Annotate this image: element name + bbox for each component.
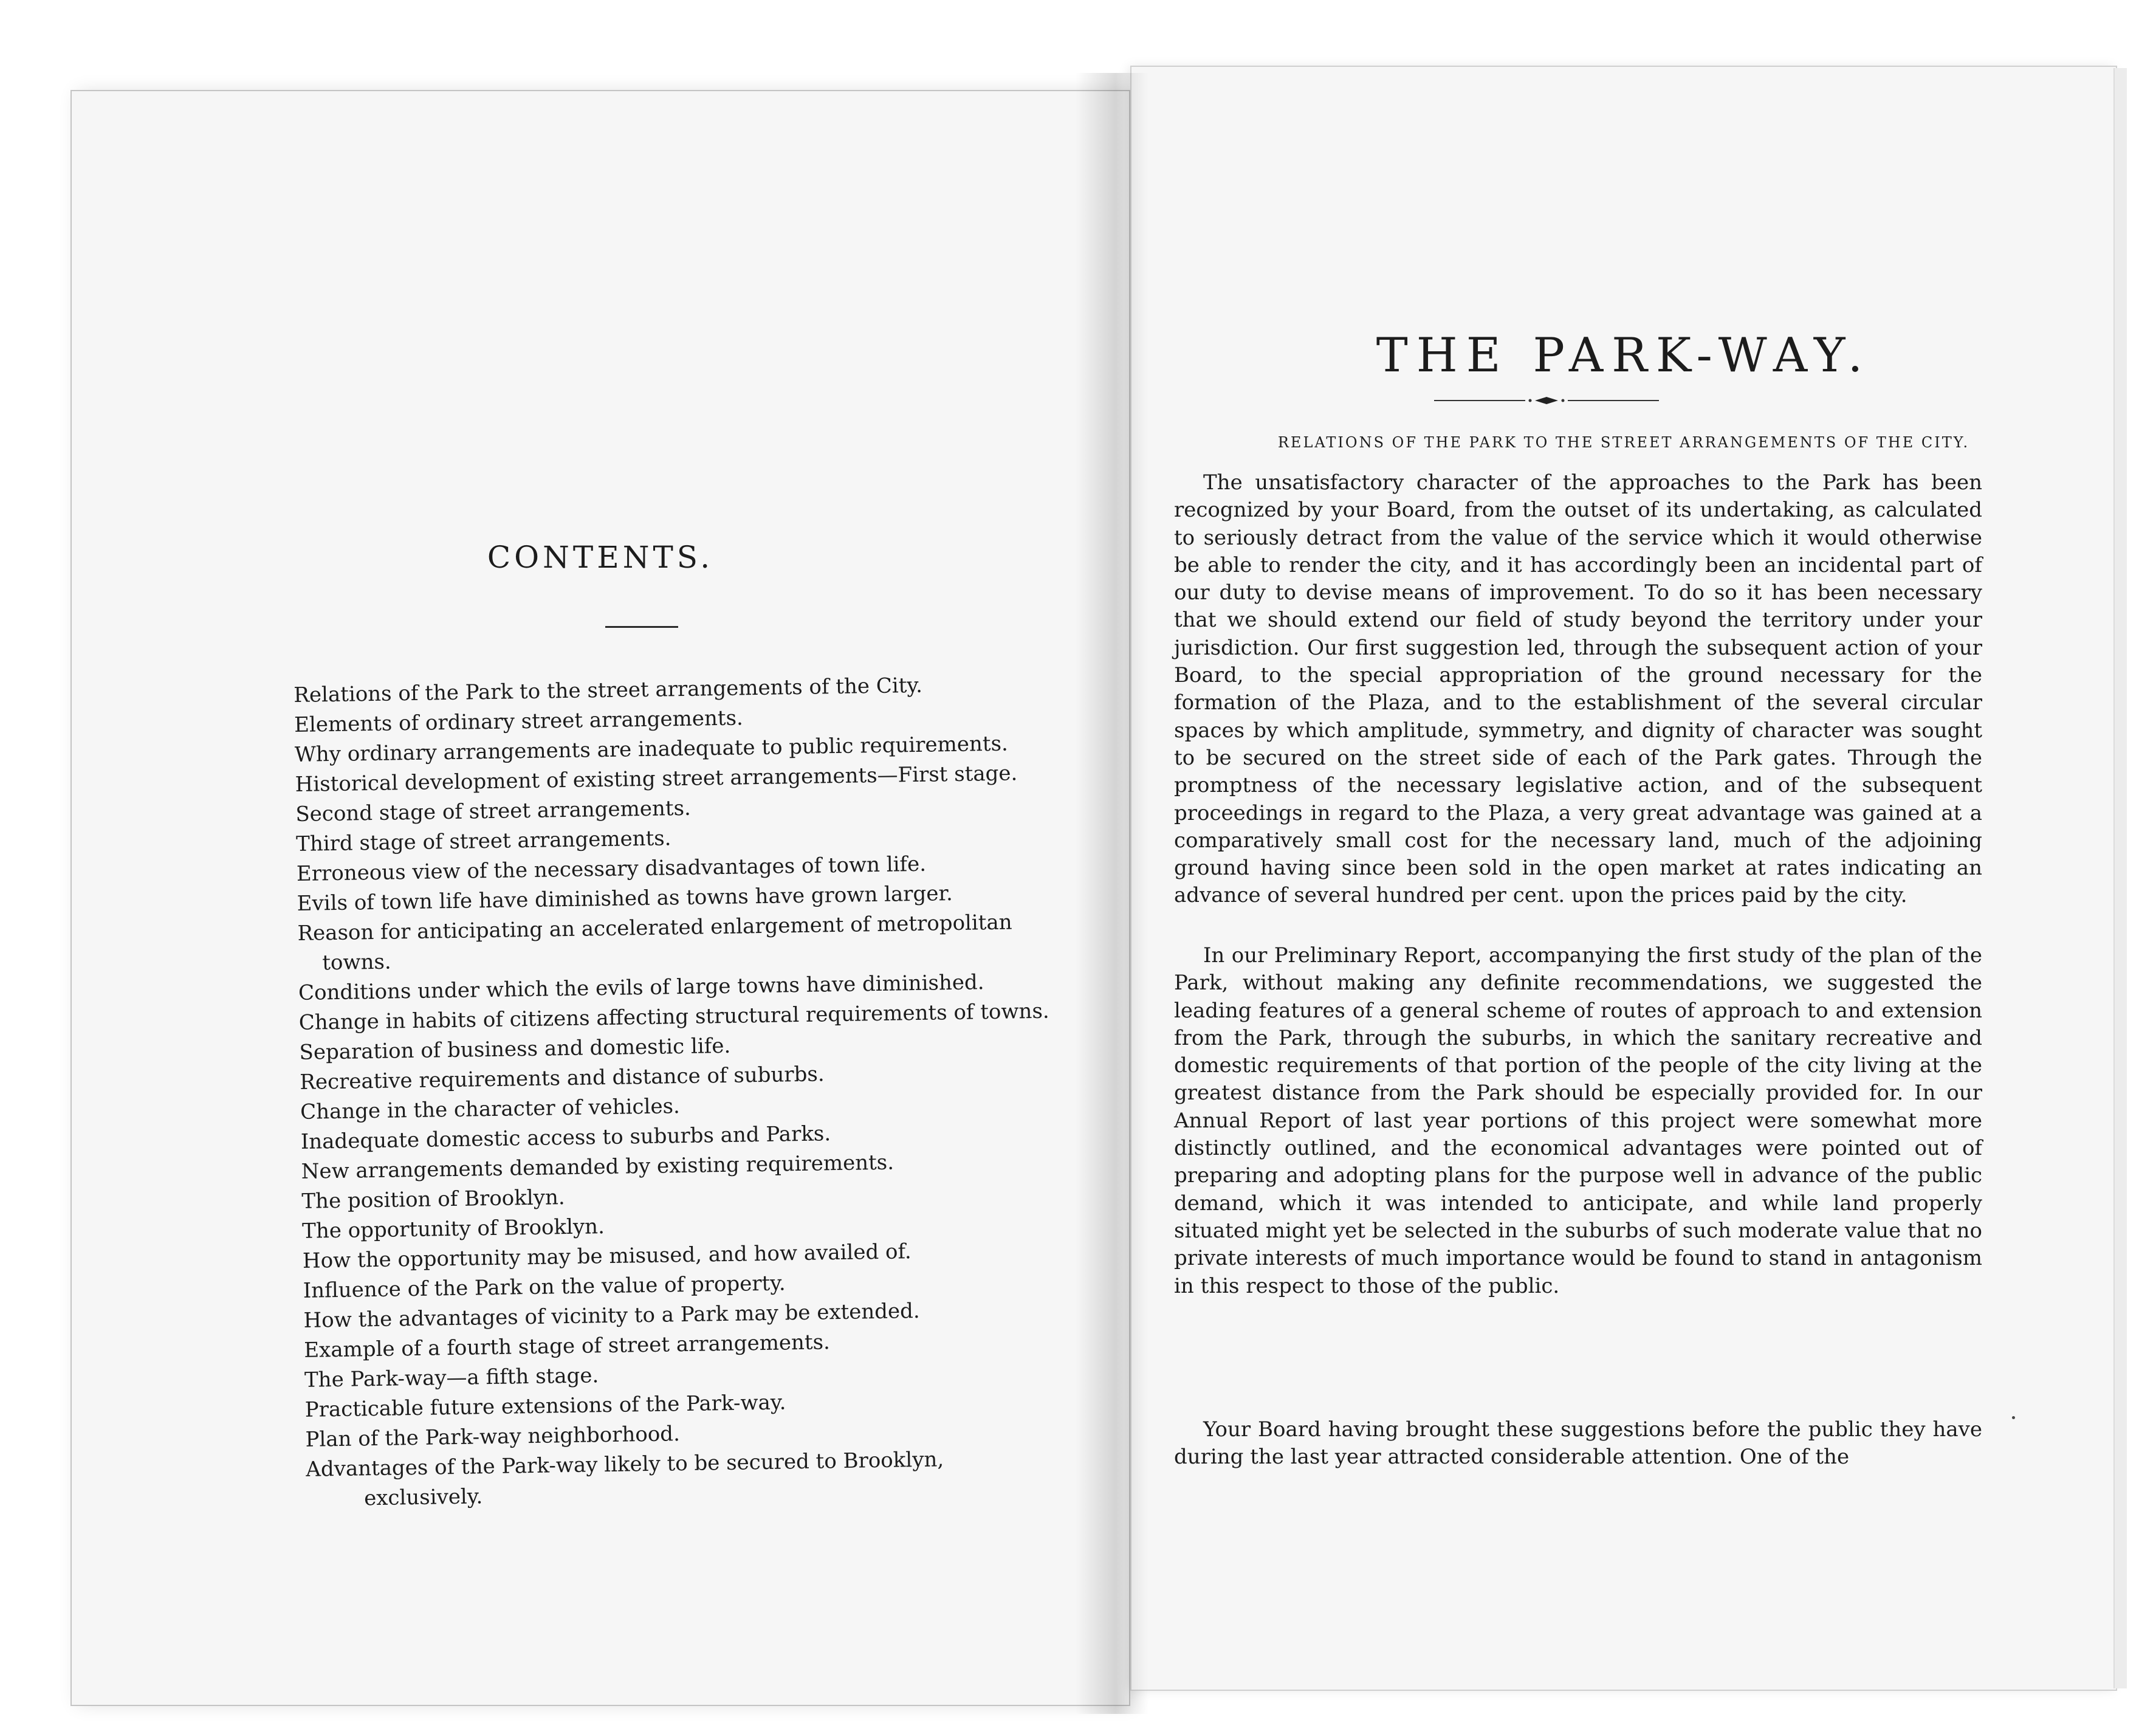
parkway-page [1131,67,2116,1690]
contents-item: Elements of ordinary street arrangements. [294,706,744,737]
paragraph-block [1174,469,1982,910]
contents-item: Erroneous view of the necessary disadvantages of town life. [296,852,927,886]
title-rule [605,626,678,628]
contents-item: The position of Brooklyn. [301,1185,565,1214]
paragraph-block [1174,1416,1982,1471]
page-stack-edge [2113,68,2127,1688]
section-heading: RELATIONS OF THE PARK TO THE STREET ARRANGEMENTS OF THE CITY. [1277,434,1970,451]
paragraph-block [1174,942,1982,1300]
contents-item: Relations of the Park to the street arrangements of the City. [294,673,923,707]
contents-item-continuation-text: exclusively. [363,1484,483,1511]
paragraph: In our Preliminary Report, accompanying the first study of the plan of the Park, without making any definite recommendations, we suggested the leading features of a general scheme of routes of approach to and extension from the Park, through the suburbs, in which the sanitary recreative and domestic requirements of that portion of the people of the city living at the greatest distance from the Park should be especially provided for. In our Annual Report of last year portions of this project were somewhat more distinctly outlined, and the economical advantages were pointed out of preparing and adopting plans for the purpose well in advance of the public demand, which it was intended to anticipate, and while land properly situated might yet be selected in the suburbs of such moderate value that no private interests of much importance would be found to stand in antagonism in this respect to those of the public. [1174,943,1982,1298]
contents-item: Third stage of street arrangements. [295,826,671,856]
contents-item: Recreative requirements and distance of suburbs. [300,1062,825,1095]
contents-item: Conditions under which the evils of large towns have diminished. [298,970,984,1005]
contents-page [72,91,1129,1705]
contents-item: Advantages of the Park-way likely to be secured to Brooklyn, [306,1447,944,1482]
contents-item: Practicable future extensions of the Park-way. [304,1390,786,1422]
contents-item: Historical development of existing street arrangements—First stage. [295,761,1018,797]
contents-item: Why ordinary arrangements are inadequate to public requirements. [294,731,1009,767]
contents-item-continuation-text: towns. [321,949,391,975]
contents-item: Plan of the Park-way neighborhood. [305,1422,681,1452]
contents-item: Reason for anticipating an accelerated enlargement of metropolitan [297,910,1012,946]
contents-list [294,667,1145,1515]
contents-item: Evils of town life have diminished as towns have grown larger. [297,881,953,916]
contents-item: The opportunity of Brooklyn. [301,1214,605,1244]
ink-speck [2012,1416,2015,1419]
title-ornament [1434,395,1659,406]
contents-item: The Park-way—a fifth stage. [304,1363,599,1392]
paragraph: Your Board having brought these suggestions before the public they have during the last year attracted considerable attention. One of the [1174,1417,1982,1470]
contents-item: Change in the character of vehicles. [300,1094,681,1124]
contents-item: How the advantages of vicinity to a Park may be extended. [303,1298,921,1333]
parkway-title: THE PARK-WAY. [1376,328,1872,383]
paragraph: The unsatisfactory character of the approaches to the Park has been recognized by your Board, from the outset of its undertaking, as calculated to seriously detract from the value of the service which it would otherwise be able to render the city, and it has accordingly been an incidental part of our duty to devise means of improvement. To do so it has been necessary that we should extend our field of study beyond the territory under your jurisdiction. Our first suggestion led, through the subsequent action of your Board, to the special appropriation of the ground necessary for the formation of the Plaza, and to the establishment of the several circular spaces by which amplitude, symmetry, and dignity of character was sought to be secured on the street side of each of the Park gates. Through the promptness of the necessary legislative action, and of the subsequent proceedings in regard to the Plaza, a very great advantage was gained at a comparatively small cost for the necessary land, much of the adjoining ground having since been sold in the open market at rates indicating an advance of several hundred per cent. upon the prices paid by the city. [1174,470,1982,908]
contents-item: Separation of business and domestic life. [299,1033,731,1065]
contents-title: CONTENTS. [487,540,714,575]
contents-item: Influence of the Park on the value of property. [303,1271,786,1303]
contents-item: Change in habits of citizens affecting structural requirements of towns. [298,999,1049,1035]
contents-item: Second stage of street arrangements. [295,796,692,827]
contents-item: How the opportunity may be misused, and how availed of. [302,1239,911,1273]
contents-item: New arrangements demanded by existing requirements. [301,1150,894,1184]
contents-item: Inadequate domestic access to suburbs and Parks. [300,1121,831,1154]
contents-item: Example of a fourth stage of street arrangements. [303,1330,831,1363]
